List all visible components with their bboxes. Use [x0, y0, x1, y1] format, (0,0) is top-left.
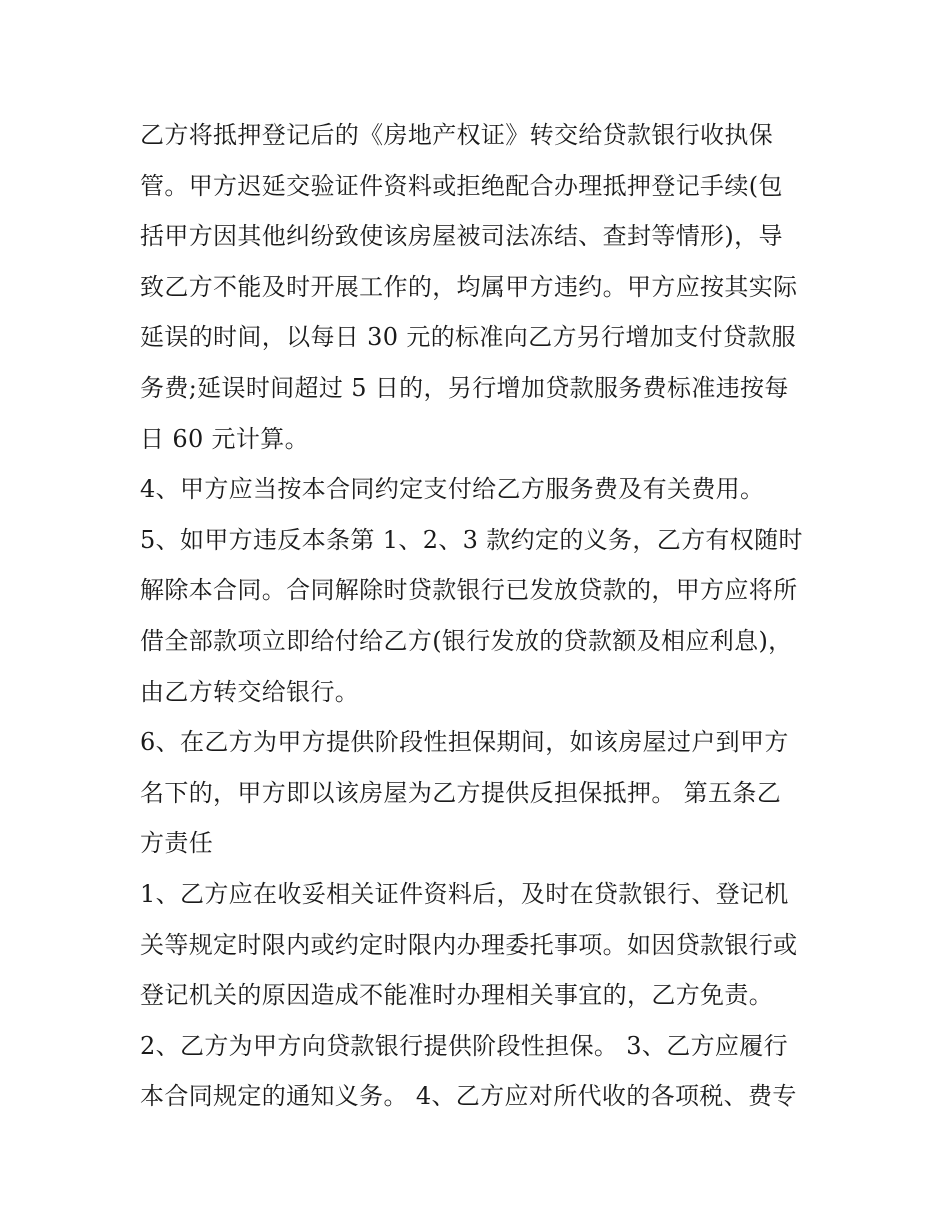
text-line: 本合同规定的通知义务。 4、乙方应对所代收的各项税、费专 — [140, 1082, 797, 1111]
text-line: 2、乙方为甲方向贷款银行提供阶段性担保。 3、乙方应履行 — [140, 1031, 788, 1060]
text-line: 延误的时间，以每日 30 元的标准向乙方另行增加支付贷款服 — [140, 323, 796, 352]
text-line: 6、在乙方为甲方提供阶段性担保期间，如该房屋过户到甲方 — [140, 728, 789, 757]
text-line: 解除本合同。合同解除时贷款银行已发放贷款的，甲方应将所 — [140, 576, 798, 605]
text-line: 括甲方因其他纠纷致使该房屋被司法冻结、查封等情形)，导 — [140, 222, 783, 251]
document-body — [140, 110, 830, 1122]
text-line: 日 60 元计算。 — [140, 424, 309, 453]
text-line: 由乙方转交给银行。 — [140, 677, 360, 706]
text-line: 乙方将抵押登记后的《房地产权证》转交给贷款银行收执保 — [140, 121, 774, 149]
text-line: 致乙方不能及时开展工作的，均属甲方违约。甲方应按其实际 — [140, 272, 798, 301]
text-line: 1、乙方应在收妥相关证件资料后，及时在贷款银行、登记机 — [140, 879, 789, 908]
text-line: 4、甲方应当按本合同约定支付给乙方服务费及有关费用。 — [140, 475, 765, 504]
text-line: 管。甲方迟延交验证件资料或拒绝配合办理抵押登记手续(包 — [140, 171, 783, 200]
text-line: 方责任 — [140, 829, 214, 858]
text-line: 名下的，甲方即以该房屋为乙方提供反担保抵押。 第五条乙 — [140, 778, 782, 807]
text-line: 关等规定时限内或约定时限内办理委托事项。如因贷款银行或 — [140, 930, 798, 959]
text-line: 借全部款项立即给付给乙方(银行发放的贷款额及相应利息)， — [140, 626, 793, 655]
text-line: 5、如甲方违反本条第 1、2、3 款约定的义务，乙方有权随时 — [140, 525, 803, 554]
text-line: 务费;延误时间超过 5 日的，另行增加贷款服务费标准违按每 — [140, 373, 789, 402]
text-line: 登记机关的原因造成不能准时办理相关事宜的，乙方免责。 — [140, 981, 774, 1010]
